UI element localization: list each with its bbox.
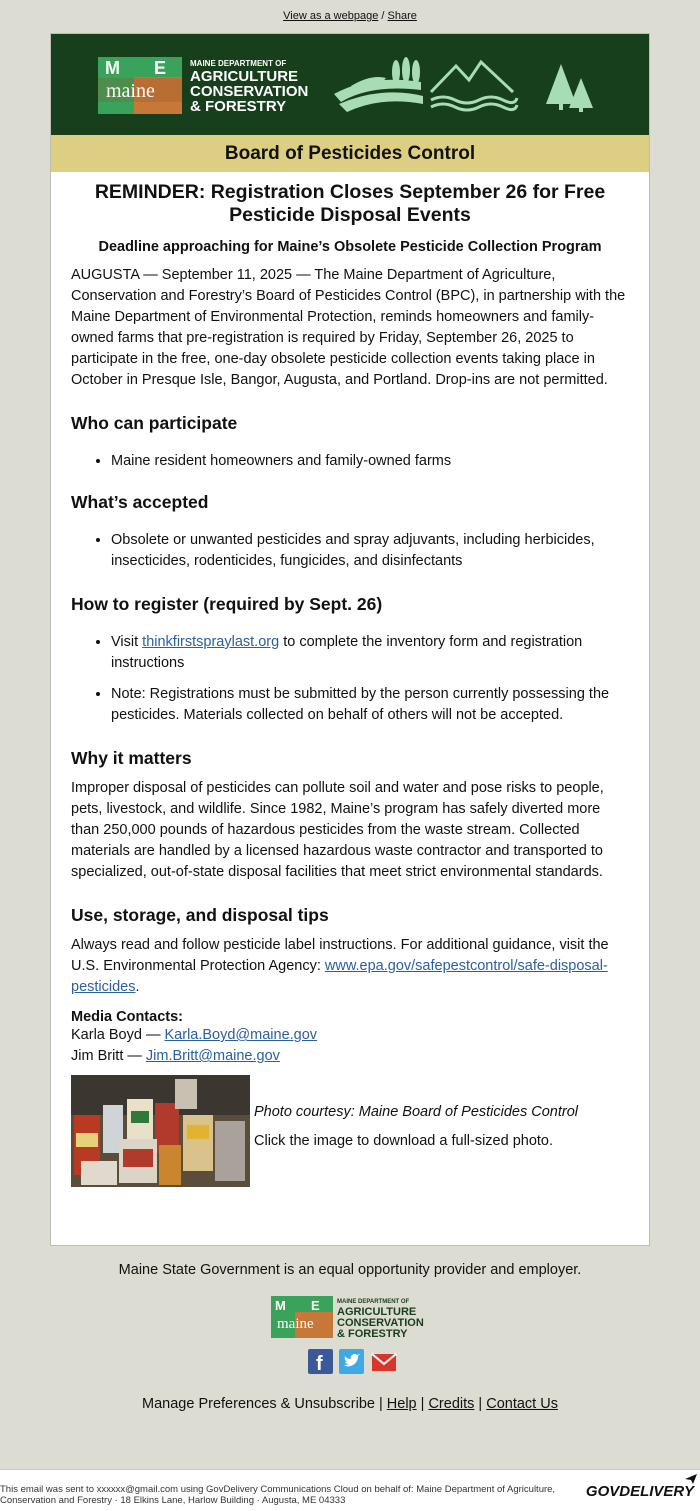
govdelivery-logo[interactable]: GOVDELIVERY	[585, 1483, 694, 1500]
tips-paragraph	[71, 935, 629, 998]
manage-preferences-link[interactable]: Manage Preferences & Unsubscribe	[142, 1396, 375, 1412]
email-card	[50, 33, 650, 1246]
footer-wordmark-line2: AGRICULTURE	[337, 1306, 417, 1318]
photo-caption: Photo courtesy: Maine Board of Pesticides Control	[254, 1104, 578, 1120]
help-link[interactable]: Help	[386, 1396, 417, 1412]
contact-jim	[71, 1046, 629, 1067]
header-banner	[51, 34, 649, 135]
footer-maine-logo	[271, 1296, 431, 1338]
why-heading: Why it matters	[71, 748, 192, 768]
headline	[71, 181, 629, 227]
logo-brand-text: maine	[106, 80, 155, 102]
list-item: • Maine resident homeowners and family-owned farms	[111, 451, 629, 472]
tips-period: .	[135, 979, 140, 995]
email-icon[interactable]	[371, 1349, 397, 1374]
who-heading: Who can participate	[71, 413, 238, 433]
top-links	[0, 10, 700, 22]
why-paragraph: Improper disposal of pesticides can pollute soil and water and pose risks to people, pets, livestock, and wildlife. Since 1982, Maine’s program has safely diverted more than 250,000 pounds of hazardous pesticides from the waste stream. Collected materials are handled by a licensed hazardous waste contractor and transported to specialized, out-of-state disposal facilities that meet strict environmental standards.	[71, 780, 604, 880]
headline-line2: Pesticide Disposal Events	[229, 204, 471, 226]
article-body	[51, 181, 649, 1187]
karla-email-link[interactable]: Karla.Boyd@maine.gov	[164, 1027, 318, 1043]
svg-text:M: M	[105, 58, 120, 78]
share-link[interactable]: Share	[387, 10, 417, 22]
header-logo-art	[51, 34, 649, 135]
register-list	[71, 632, 629, 726]
paper-plane-icon	[684, 1473, 698, 1485]
link-separator: |	[474, 1396, 487, 1412]
credits-link[interactable]: Credits	[428, 1396, 475, 1412]
accepted-heading: What’s accepted	[71, 492, 209, 512]
register-heading: How to register (required by Sept. 26)	[71, 594, 383, 614]
who-list	[71, 451, 629, 472]
svg-text:f: f	[316, 1353, 323, 1374]
wordmark-line4: & FORESTRY	[190, 98, 287, 115]
footer-wordmark-line4: & FORESTRY	[337, 1328, 408, 1338]
wordmark-line3: CONSERVATION	[190, 83, 309, 100]
jim-email-link[interactable]: Jim.Britt@maine.gov	[145, 1048, 280, 1064]
contact-us-link[interactable]: Contact Us	[486, 1396, 558, 1412]
mountain-water-icon	[431, 62, 517, 110]
view-as-webpage-link[interactable]: View as a webpage	[283, 10, 379, 22]
contact-name: Jim Britt —	[71, 1048, 146, 1064]
facebook-icon[interactable]	[308, 1349, 333, 1374]
media-contacts-title: Media Contacts:	[71, 1009, 183, 1025]
footer-wordmark-line1: MAINE DEPARTMENT OF	[337, 1299, 410, 1305]
footer-logo-brand: maine	[277, 1316, 314, 1332]
photo-block	[71, 1075, 629, 1187]
footer-wordmark-line3: CONSERVATION	[337, 1317, 424, 1329]
pine-trees-icon	[546, 64, 593, 112]
wordmark-line2: AGRICULTURE	[190, 68, 299, 85]
epa-link[interactable]: www.epa.gov/safepestcontrol/safe-disposal-pesticides	[71, 958, 608, 995]
equal-opportunity-statement: Maine State Government is an equal opportunity provider and employer.	[118, 1262, 582, 1278]
list-item: • Note: Registrations must be submitted by the person currently possessing the pesticides. Materials collected on behalf of others will not be accepted.	[111, 684, 629, 726]
thinkfirst-link[interactable]: thinkfirstspraylast.org	[142, 634, 280, 650]
sent-to-notice	[0, 1484, 585, 1506]
headline-line1: REMINDER: Registration Closes September 26 for Free	[94, 181, 606, 203]
link-separator: |	[374, 1396, 387, 1412]
tips-heading: Use, storage, and disposal tips	[71, 905, 329, 925]
svg-text:E: E	[154, 58, 167, 78]
link-separator: |	[416, 1396, 429, 1412]
wordmark-line1: MAINE DEPARTMENT OF	[190, 59, 287, 68]
govdelivery-footer	[0, 1469, 700, 1511]
tips-text: Always read and follow pesticide label instructions. For additional guidance, visit the U.S. Environmental Protection Agency:	[71, 937, 609, 974]
twitter-icon[interactable]	[339, 1349, 364, 1374]
department-wordmark	[190, 59, 308, 115]
contact-name: Karla Boyd —	[71, 1027, 165, 1043]
svg-text:E: E	[311, 1298, 320, 1313]
sent-line2: Conservation and Forestry · 18 Elkins Lane, Harlow Building · Augusta, ME 04333	[0, 1495, 346, 1506]
board-title: Board of Pesticides Control	[51, 135, 649, 172]
maine-logo	[98, 57, 182, 114]
media-contacts	[71, 1009, 629, 1067]
sent-line1: This email was sent to xxxxxx@gmail.com using GovDelivery Communications Cloud on behalf of: Maine Department of Agriculture,	[0, 1484, 556, 1495]
photo-download-note: Click the image to download a full-sized photo.	[254, 1133, 554, 1149]
register-text-pre: Visit	[111, 634, 143, 650]
svg-text:M: M	[275, 1298, 286, 1313]
social-icons	[308, 1349, 397, 1374]
farm-field-icon	[334, 57, 423, 112]
contact-karla	[71, 1025, 629, 1046]
list-item	[111, 632, 629, 674]
register-text-post: to complete the inventory form and registration instructions	[111, 634, 583, 671]
footer-links	[0, 1396, 700, 1412]
list-item: • Obsolete or unwanted pesticides and spray adjuvants, including herbicides, insecticides, rodenticides, fungicides, and disinfectants	[111, 530, 629, 572]
accepted-list	[71, 530, 629, 572]
top-links-separator: /	[378, 10, 388, 22]
pesticide-containers-photo[interactable]	[71, 1075, 250, 1187]
intro-paragraph: AUGUSTA — September 11, 2025 — The Maine Department of Agriculture, Conservation and Forestry’s Board of Pesticides Control (BPC), in partnership with the Maine Department of Environmental Protection, reminds homeowners and family-owned farms that pre-registration is required by Friday, September 26, 2025 to participate in the free, one-day obsolete pesticide collection events taking place in October in Presque Isle, Bangor, Augusta, and Portland. Drop-ins are not permitted.	[71, 267, 626, 388]
subheadline: Deadline approaching for Maine’s Obsolete Pesticide Collection Program	[98, 239, 602, 255]
